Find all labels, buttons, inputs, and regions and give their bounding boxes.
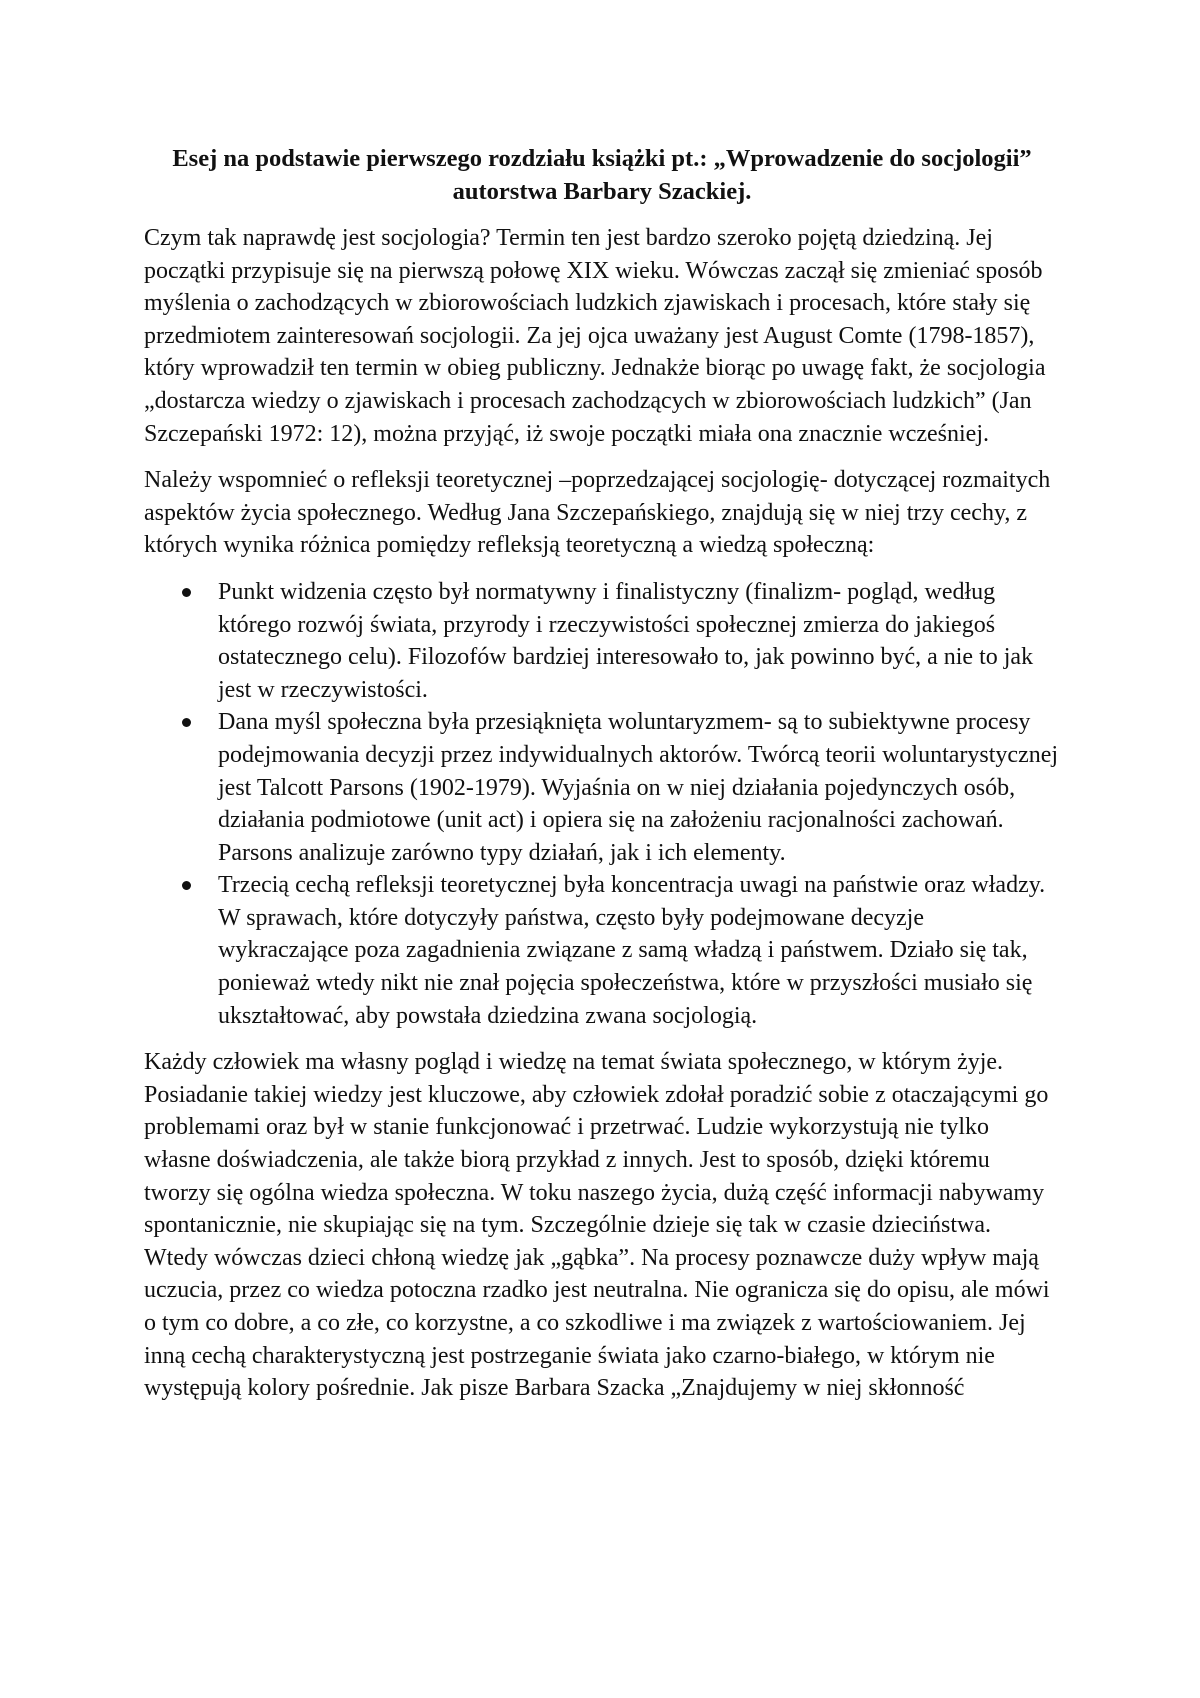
paragraph-everyday-knowledge: Każdy człowiek ma własny pogląd i wiedzę na temat świata społecznego, w którym żyje. Posiadanie takiej wiedzy jest kluczowe, aby człowiek zdołał poradzić sobie z otaczającymi go problemami oraz był w stanie funkcjonować i przetrwać. Ludzie wykorzystują nie tylko własne doświadczenia, ale także biorą przykład z innych. Jest to sposób, dzięki któremu tworzy się ogólna wiedza społeczna. W toku naszego życia, dużą część informacji nabywamy spontanicznie, nie skupiając się na tym. Szczególnie dzieje się tak w czasie dzieciństwa. Wtedy wówczas dzieci chłoną wiedzę jak „gąbka”. Na procesy poznawcze duży wpływ mają uczucia, przez co wiedza potoczna rzadko jest neutralna. Nie ogranicza się do opisu, ale mówi o tym co dobre, a co złe, co korzystne, a co szkodliwe i ma związek z wartościowaniem. Jej inną cechą charakterystyczną jest postrzeganie świata jako czarno-białego, w którym nie występują kolory pośrednie. Jak pisze Barbara Szacka „Znajdujemy w niej skłonność: [144, 1049, 1050, 1402]
paragraph-theoretical-reflection: Należy wspomnieć o refleksji teoretycznej –poprzedzającej socjologię- dotyczącej rozmaitych aspektów życia społecznego. Według Jana Szczepańskiego, znajdują się w niej trzy cechy, z których wynika różnica pomiędzy refleksją teoretyczną a wiedzą społeczną:: [144, 467, 1051, 559]
list-item: [144, 576, 1060, 706]
list-item-text: Trzecią cechą refleksji teoretycznej była koncentracja uwagi na państwie oraz władzy. W sprawach, które dotyczyły państwa, często były podejmowane decyzje wykraczające poza zagadnienia związane z samą władzą i państwem. Działo się tak, ponieważ wtedy nikt nie znał pojęcia społeczeństwa, które w przyszłości musiało się ukształtować, aby powstała dziedzina zwana socjologią.: [218, 872, 1046, 1029]
bullet-icon: [182, 718, 191, 727]
paragraph-intro: Czym tak naprawdę jest socjologia? Termin ten jest bardzo szeroko pojętą dziedziną. Jej początki przypisuje się na pierwszą połowę XIX wieku. Wówczas zaczął się zmieniać sposób myślenia o zachodzących w zbiorowościach ludzkich zjawiskach i procesach, które stały się przedmiotem zainteresowań socjologii. Za jej ojca uważany jest August Comte (1798-1857), który wprowadził ten termin w obieg publiczny. Jednakże biorąc po uwagę fakt, że socjologia „dostarcza wiedzy o zjawiskach i procesach zachodzących w zbiorowościach ludzkich” (Jan Szczepański 1972: 12), można przyjąć, iż swoje początki miała ona znacznie wcześniej.: [144, 225, 1046, 447]
list-item-text: Punkt widzenia często był normatywny i finalistyczny (finalizm- pogląd, według którego rozwój świata, przyrody i rzeczywistości społecznej zmierza do jakiegoś ostatecznego celu). Filozofów bardziej interesowało to, jak powinno być, a nie to jak jest w rzeczywistości.: [218, 578, 1034, 703]
list-item: [144, 706, 1060, 869]
bullet-icon: [182, 881, 191, 890]
document-title: Esej na podstawie pierwszego rozdziału książki pt.: „Wprowadzenie do socjologii” autorstwa Barbary Szackiej.: [172, 145, 1032, 205]
features-list: [144, 576, 1060, 1032]
list-item-text: Dana myśl społeczna była przesiąknięta woluntaryzmem- są to subiektywne procesy podejmowania decyzji przez indywidualnych aktorów. Twórcą teorii woluntarystycznej jest Talcott Parsons (1902-1979). Wyjaśnia on w niej działania pojedynczych osób, działania podmiotowe (unit act) i opiera się na założeniu racjonalności zachowań. Parsons analizuje zarówno typy działań, jak i ich elementy.: [218, 709, 1059, 866]
bullet-icon: [182, 588, 191, 597]
list-item: [144, 869, 1060, 1032]
